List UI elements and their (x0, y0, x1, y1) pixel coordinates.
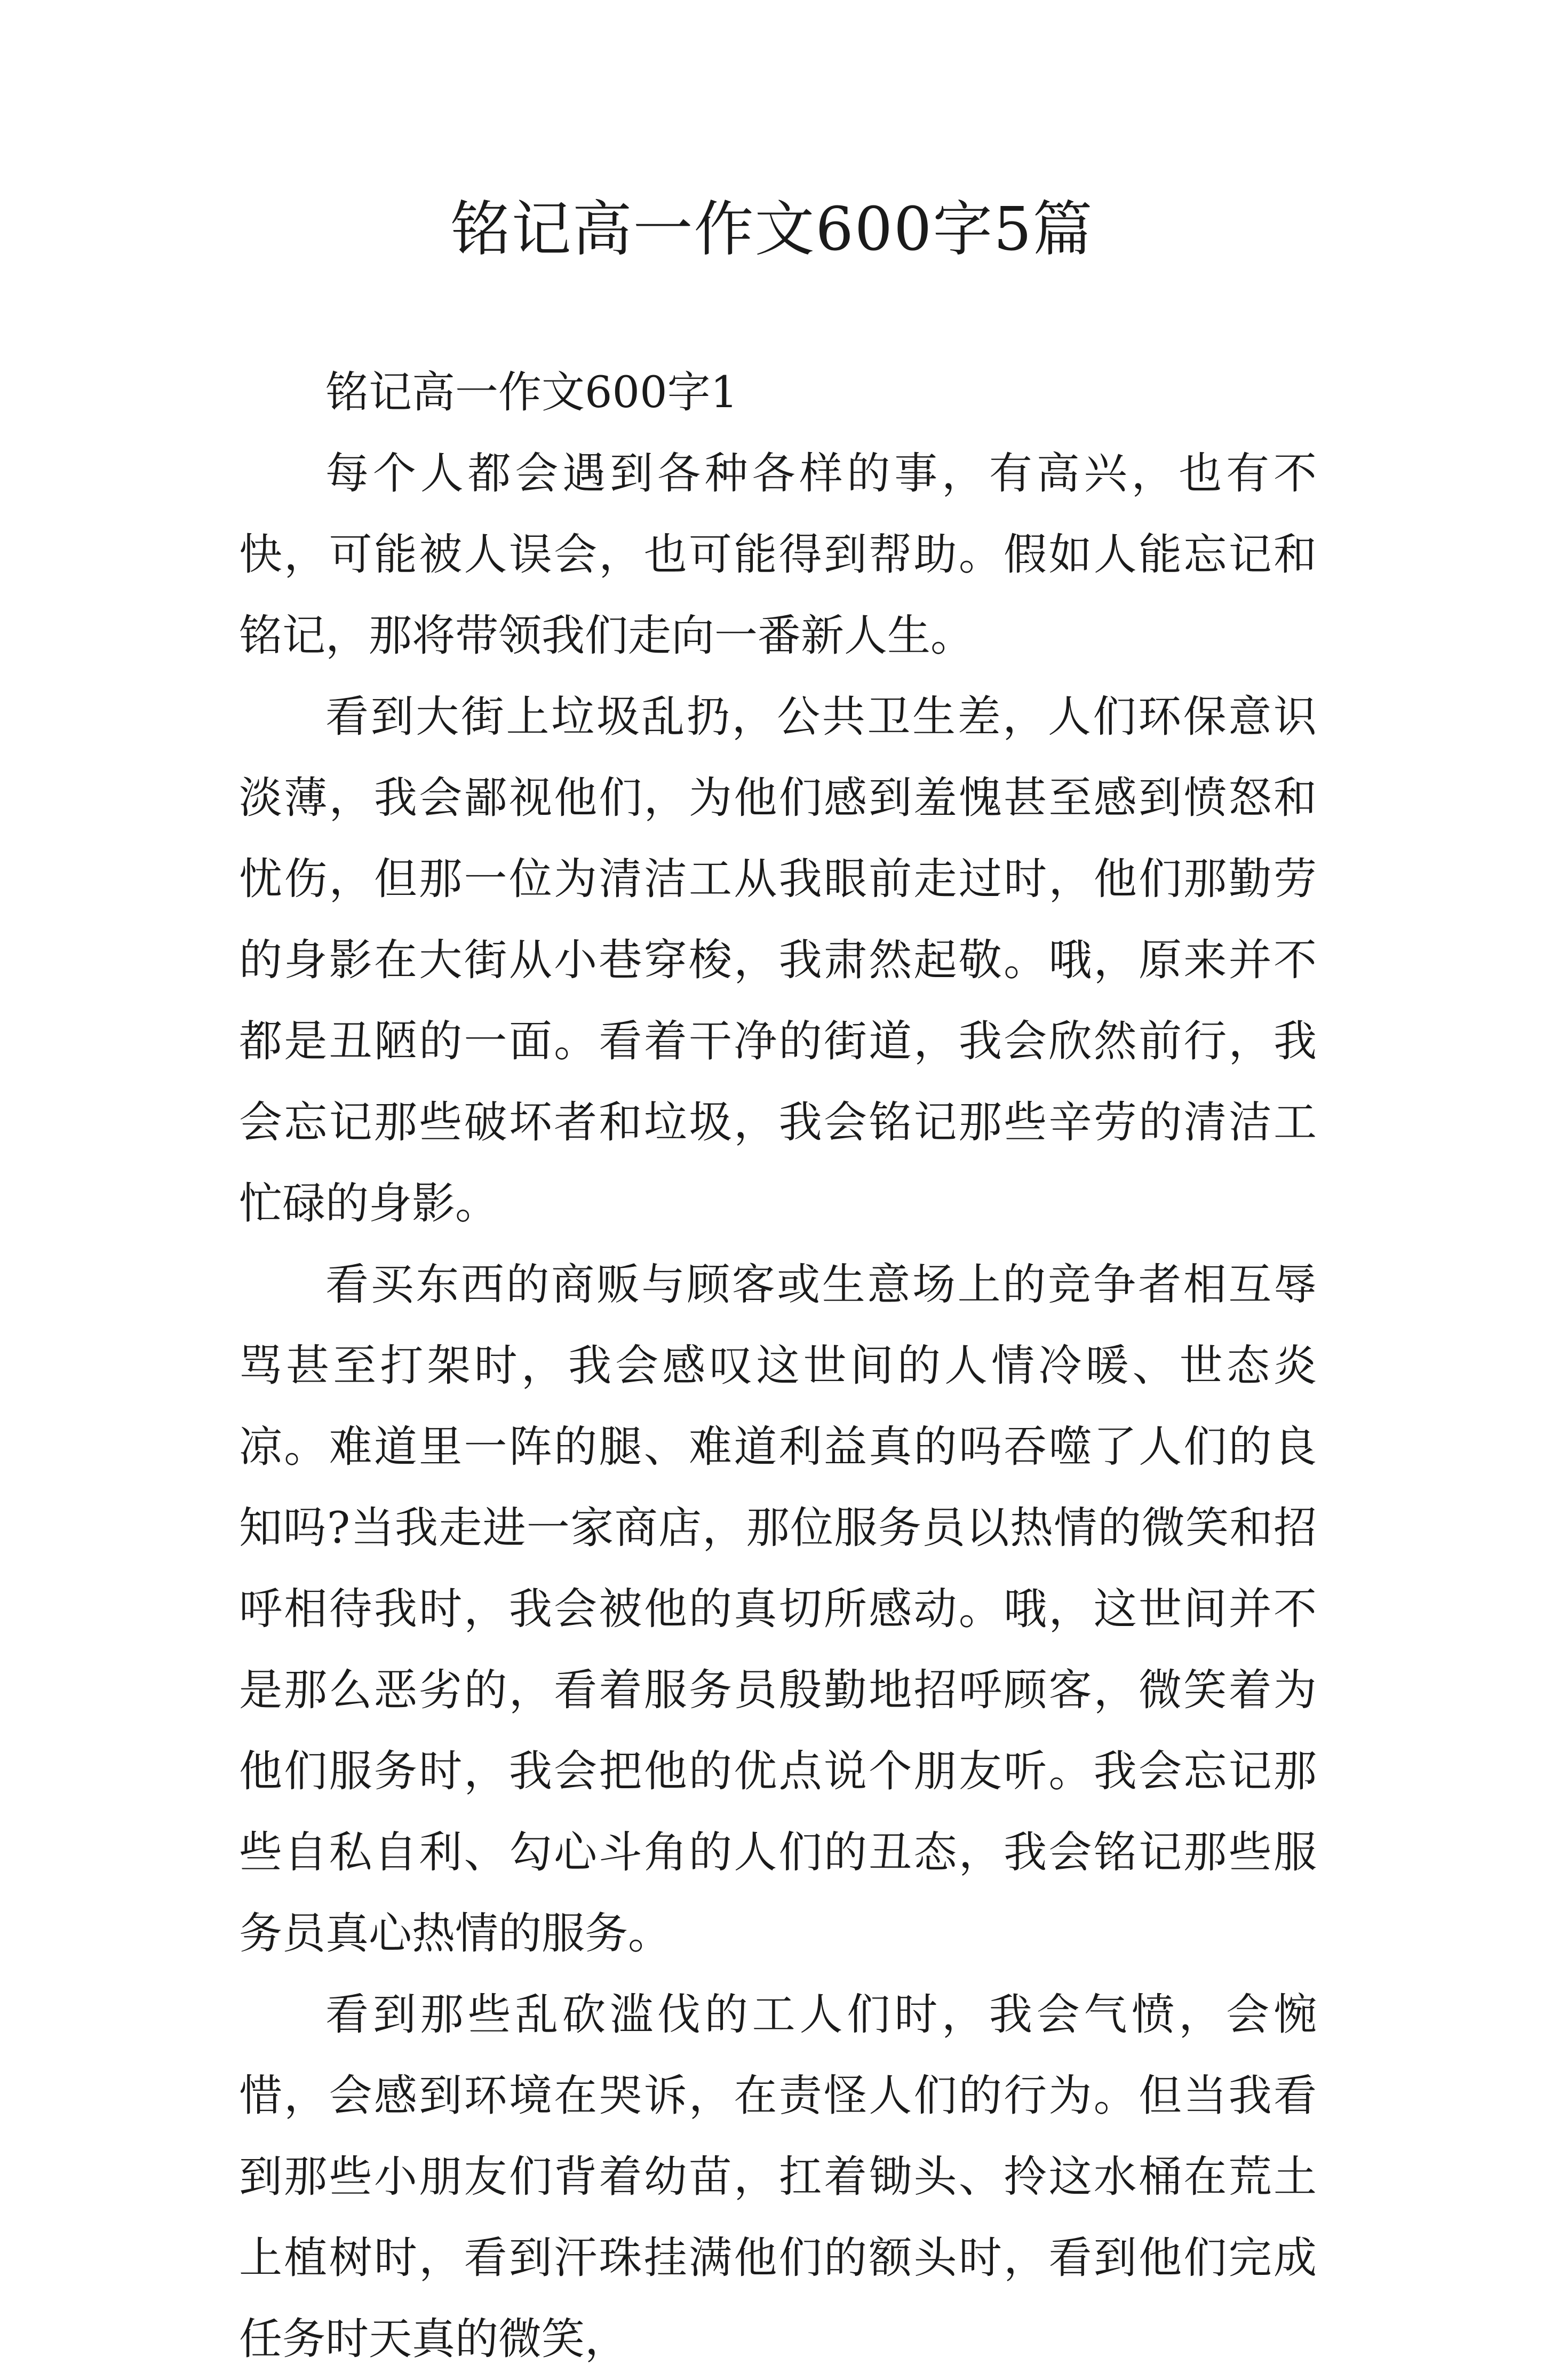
paragraph: 看买东西的商贩与顾客或生意场上的竞争者相互辱骂甚至打架时，我会感叹这世间的人情冷暖、世态炎凉。难道里一阵的腿、难道利益真的吗吞噬了人们的良知吗?当我走进一家商店，那位服务员以热情的微笑和招呼相待我时，我会被他的真切所感动。哦，这世间并不是那么恶劣的，看着服务员殷勤地招呼顾客，微笑着为他们服务时，我会把他的优点说个朋友听。我会忘记那些自私自利、勾心斗角的人们的丑态，我会铭记那些服务员真心热情的服务。 (239, 1260, 1317, 1959)
document-body (239, 352, 1317, 2380)
paragraph: 每个人都会遇到各种各样的事，有高兴，也有不快，可能被人误会，也可能得到帮助。假如人能忘记和铭记，那将带领我们走向一番新人生。 (239, 449, 1317, 661)
paragraph: 看到大街上垃圾乱扔，公共卫生差，人们环保意识淡薄，我会鄙视他们，为他们感到羞愧甚至感到愤怒和忧伤，但那一位为清洁工从我眼前走过时，他们那勤劳的身影在大街从小巷穿梭，我肃然起敬。哦，原来并不都是丑陋的一面。看着干净的街道，我会欣然前行，我会忘记那些破坏者和垃圾，我会铭记那些辛劳的清洁工忙碌的身影。 (239, 692, 1317, 1229)
section-heading: 铭记高一作文600字1 (325, 368, 738, 418)
document-title: 铭记高一作文600字5篇 (450, 195, 1094, 264)
paragraph: 看到那些乱砍滥伐的工人们时，我会气愤，会惋惜，会感到环境在哭诉，在责怪人们的行为。但当我看到那些小朋友们背着幼苗，扛着锄头、拎这水桶在荒土上植树时，看到汗珠挂满他们的额头时，看到他们完成任务时天真的微笑， (239, 1990, 1317, 2365)
